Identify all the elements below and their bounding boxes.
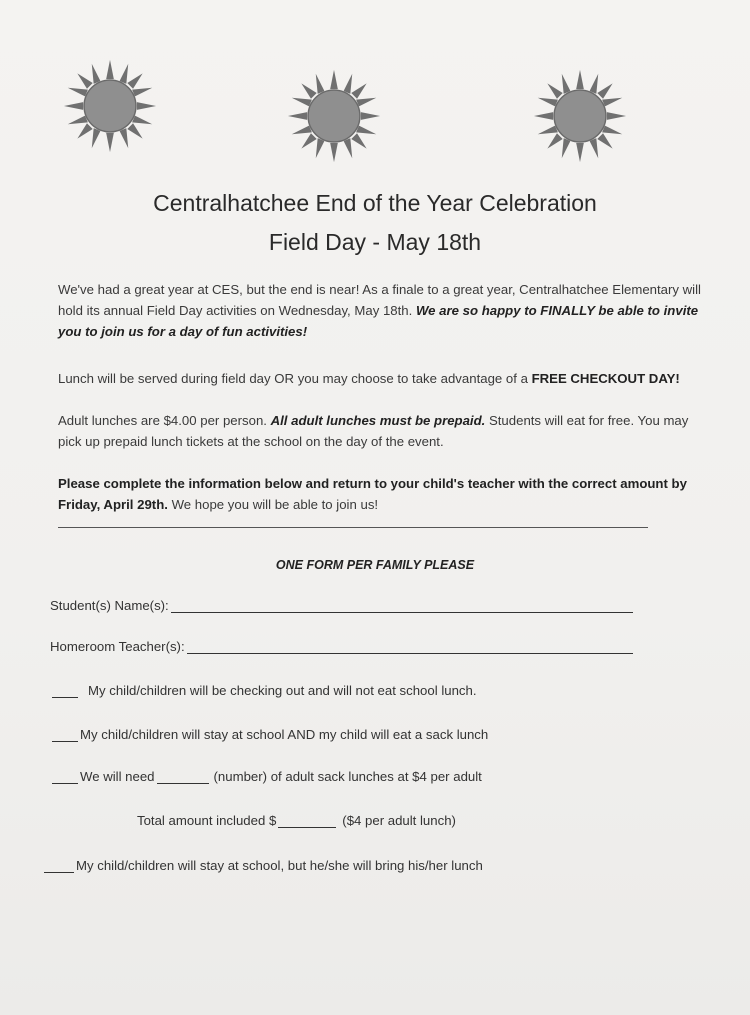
homeroom-teacher-blank[interactable]	[187, 639, 633, 654]
checkout-option-label: My child/children will be checking out and will not eat school lunch.	[88, 683, 477, 698]
student-name-label: Student(s) Name(s):	[50, 598, 169, 613]
lunch-text: Lunch will be served during field day OR you may choose to take advantage of a	[58, 371, 532, 386]
adult-lunch-blank[interactable]	[52, 769, 78, 784]
complete-paragraph	[58, 473, 708, 515]
page-subtitle: Field Day - May 18th	[268, 229, 482, 255]
adult-text1: Adult lunches are $4.00 per person.	[58, 413, 271, 428]
adult-emphasis: All adult lunches must be prepaid.	[270, 413, 486, 428]
sun-icon	[286, 68, 382, 164]
sun-icon	[62, 58, 158, 154]
lunch-paragraph	[58, 368, 708, 389]
form-note: ONE FORM PER FAMILY PLEASE	[275, 558, 475, 572]
complete-text: We hope you will be able to join us!	[167, 497, 379, 512]
homeroom-teacher-label: Homeroom Teacher(s):	[50, 639, 185, 654]
intro-emphasis: We are so happy to FINALLY be able to invite you to join us for a day of fun activities!	[58, 303, 699, 339]
sack-option-blank[interactable]	[52, 727, 78, 742]
lunch-bold: FREE CHECKOUT DAY!	[531, 371, 680, 386]
adult-lunch-number-blank[interactable]	[157, 769, 209, 784]
bring-lunch-row	[42, 858, 483, 873]
divider	[58, 527, 648, 528]
intro-text: We've had a great year at CES, but the end is near! As a finale to a great year, Centralhatchee Elementary will hold its annual Field Day activities on Wednesday, May 18th.	[58, 282, 701, 318]
adult-lunch-label-b: (number) of adult sack lunches at $4 per adult	[213, 769, 482, 784]
sack-option-label: My child/children will stay at school AND my child will eat a sack lunch	[80, 727, 489, 742]
bring-lunch-label: My child/children will stay at school, but he/she will bring his/her lunch	[76, 858, 483, 873]
adult-text2: Students will eat for free. You may pick up prepaid lunch tickets at the school on the day of the event.	[58, 413, 689, 449]
total-amount-label-b: ($4 per adult lunch)	[342, 813, 456, 828]
sack-option-row	[50, 727, 488, 742]
checkout-option-row	[50, 683, 477, 698]
total-amount-blank[interactable]	[278, 813, 336, 828]
total-amount-label-a: Total amount included $	[137, 813, 277, 828]
checkout-option-blank[interactable]	[52, 683, 78, 698]
adult-lunch-label-a: We will need	[80, 769, 155, 784]
bring-lunch-blank[interactable]	[44, 858, 74, 873]
student-name-blank[interactable]	[171, 598, 633, 613]
adult-paragraph	[58, 410, 708, 452]
homeroom-teacher-row	[50, 639, 635, 654]
total-amount-row	[137, 813, 456, 828]
complete-bold: Please complete the information below and return to your child's teacher with the correct amount by Friday, April 29th.	[58, 476, 687, 512]
adult-lunch-row	[50, 769, 482, 784]
page-title: Centralhatchee End of the Year Celebration	[153, 190, 597, 216]
student-name-row	[50, 598, 635, 613]
sun-icon	[532, 68, 628, 164]
intro-paragraph	[58, 279, 708, 342]
